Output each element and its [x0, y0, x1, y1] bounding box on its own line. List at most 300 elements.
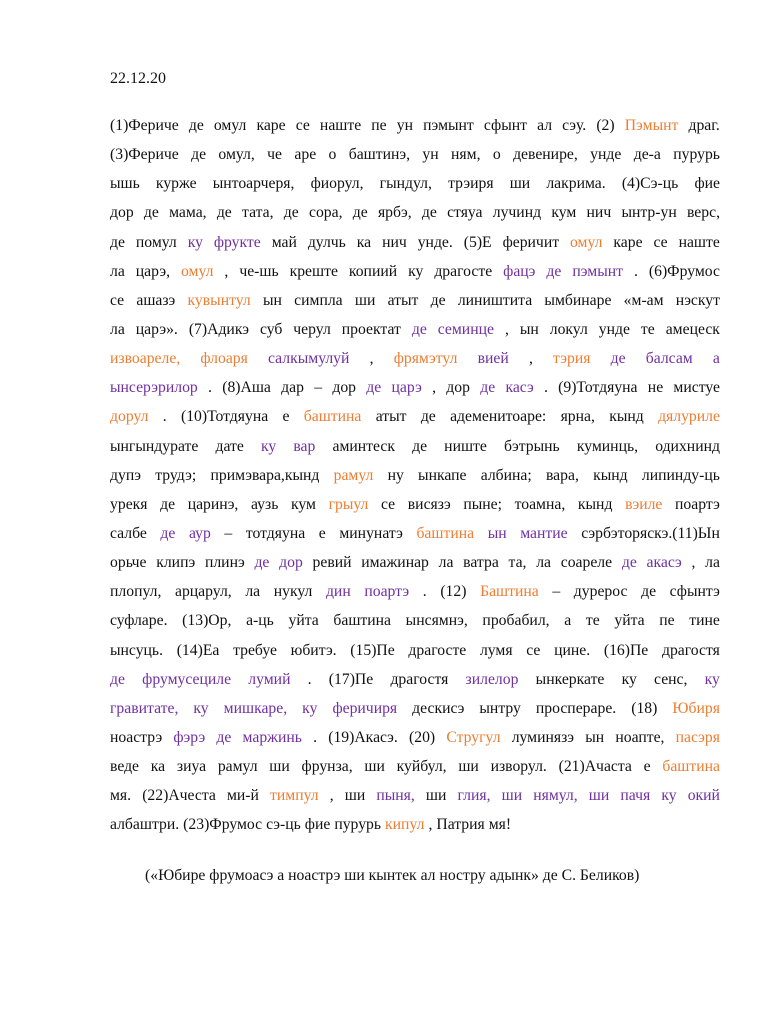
text-run: Патрия	[436, 816, 485, 834]
text-run: каре	[613, 233, 643, 251]
text-run: тоамна,	[514, 495, 566, 513]
essay-line	[110, 786, 720, 815]
text-run: ымбинаре	[544, 291, 612, 309]
highlight-purple: фэрэ	[173, 728, 206, 746]
essay-line	[110, 116, 720, 145]
text-run: тине	[689, 612, 720, 630]
text-run: висязэ	[407, 495, 451, 513]
highlight-purple: ку	[193, 699, 209, 717]
essay-line	[110, 815, 720, 844]
text-run: поартэ	[675, 495, 720, 513]
essay-line	[110, 553, 720, 582]
text-run: ши	[509, 175, 531, 193]
text-run: нэскут	[675, 291, 720, 309]
highlight-orange: вэиле	[625, 495, 663, 513]
essay-line	[110, 378, 720, 407]
highlight-purple: ынсерэрилор	[110, 379, 198, 397]
text-run: .	[208, 379, 212, 397]
text-run: феричит	[502, 233, 560, 251]
text-run: ка	[150, 758, 166, 776]
text-run: драг.	[688, 117, 720, 134]
highlight-purple: зилелор	[465, 670, 519, 688]
highlight-orange: кувынтул	[187, 291, 251, 309]
text-run: о	[492, 146, 501, 164]
text-run: де	[191, 146, 207, 164]
text-run: дурерос	[573, 583, 628, 601]
highlight-orange: грыул	[328, 495, 369, 513]
text-run: омул	[213, 117, 247, 134]
text-run: драгосте	[434, 262, 493, 280]
highlight-purple: де	[216, 728, 232, 746]
text-run: сенс,	[654, 670, 688, 688]
text-run: царэ».	[135, 320, 178, 338]
text-run: пэмынт	[423, 117, 474, 134]
highlight-purple: ку	[260, 437, 277, 455]
highlight-orange: рамул	[333, 466, 374, 484]
text-run: ши	[344, 787, 366, 805]
highlight-purple: ши	[501, 787, 523, 805]
text-run: ынсямнэ,	[405, 612, 468, 630]
text-run: ярбэ,	[377, 204, 412, 222]
text-run: ын	[262, 291, 282, 309]
text-run: веде	[110, 758, 140, 776]
highlight-purple: а	[712, 350, 720, 368]
text-run: де	[352, 204, 368, 222]
text-run: соареле	[560, 554, 613, 572]
text-run: се	[295, 117, 310, 134]
essay-line	[110, 262, 720, 291]
text-run: бэтрынь	[504, 437, 560, 455]
text-run: девенире,	[513, 146, 578, 164]
text-run: плинэ	[204, 554, 245, 572]
text-run: кум	[290, 495, 316, 513]
text-run: (23)Фрумос	[183, 816, 263, 834]
text-run: ла	[245, 583, 261, 601]
text-run: .	[313, 728, 318, 746]
text-run: атыт	[387, 291, 419, 309]
text-run: баштина	[333, 612, 392, 630]
text-run: куминць,	[576, 437, 639, 455]
essay-line	[110, 174, 720, 203]
text-run: стяуа	[447, 204, 483, 222]
text-run: (20)	[409, 728, 436, 746]
highlight-purple: де	[480, 379, 496, 397]
text-run: ынсуць.	[110, 641, 164, 659]
highlight-purple: дор	[279, 554, 303, 572]
text-run: де	[160, 495, 176, 513]
essay-line	[110, 670, 720, 699]
text-run: (12)	[440, 583, 467, 601]
text-run: де	[430, 291, 446, 309]
highlight-orange: Пэмынт	[624, 117, 679, 134]
highlight-purple: пэмынт	[572, 262, 624, 280]
text-run: ши	[425, 787, 447, 805]
essay-line	[110, 407, 720, 436]
epigraph-quote: («Юбире фрумоасэ а ноастрэ ши кынтек ал ностру адынк» де С. Беликов)	[145, 867, 640, 884]
text-run: уйта	[288, 612, 319, 630]
text-run: нукул	[273, 583, 313, 601]
text-run: –	[552, 583, 561, 601]
text-run: албаштри.	[110, 816, 180, 834]
text-run: унде	[598, 320, 630, 338]
highlight-purple: де	[254, 554, 270, 572]
text-run: ,	[428, 816, 433, 834]
text-run: ,	[691, 554, 696, 572]
text-run: (15)Пе	[350, 641, 395, 659]
text-run: .	[307, 670, 312, 688]
text-run: ын	[519, 320, 539, 338]
essay-line	[110, 495, 720, 524]
essay-line	[110, 524, 720, 553]
text-run: имажинар	[361, 554, 429, 572]
text-run: кум	[551, 204, 577, 222]
text-run: аре	[294, 146, 317, 164]
text-run: фрунза,	[301, 758, 353, 776]
text-run: ревий	[312, 554, 352, 572]
essay-line	[110, 757, 720, 786]
text-run: та,	[508, 554, 527, 572]
text-run: ши	[364, 758, 385, 776]
text-run: албина;	[480, 466, 532, 484]
text-run: дескисэ	[412, 699, 465, 717]
highlight-purple: мантие	[520, 524, 568, 542]
highlight-purple: фацэ	[503, 262, 536, 280]
text-run: цине.	[554, 641, 591, 659]
text-run: нич	[586, 204, 612, 222]
text-run: мя.	[110, 787, 132, 805]
text-run: де	[283, 204, 299, 222]
text-run: ла	[110, 320, 125, 338]
highlight-purple: ши	[588, 787, 610, 805]
text-run: кынд	[577, 495, 613, 513]
text-run: лучинд	[492, 204, 542, 222]
text-run: сфынтэ	[669, 583, 720, 601]
highlight-purple: ку	[302, 699, 318, 717]
text-run: копиий	[348, 262, 398, 280]
essay-line	[110, 466, 720, 495]
text-run: те	[585, 612, 600, 630]
highlight-orange: дялуриле	[658, 408, 720, 426]
text-run: се	[110, 291, 125, 309]
text-run: ун	[422, 146, 439, 164]
text-run: царэ,	[135, 262, 171, 280]
highlight-orange: омул	[570, 233, 603, 251]
highlight-purple: акасэ	[646, 554, 682, 572]
text-run: примэвара,кынд	[210, 466, 320, 484]
text-run: а	[564, 612, 572, 630]
text-run: пурурь	[334, 816, 382, 834]
highlight-purple: де	[110, 670, 125, 688]
text-run: сэу.	[562, 117, 587, 134]
text-run: о	[328, 146, 337, 164]
text-run: ынгындурате	[110, 437, 199, 455]
highlight-orange: тимпул	[270, 787, 319, 805]
highlight-purple: мишкаре,	[223, 699, 288, 717]
text-run: пурурь	[673, 146, 720, 164]
text-run: куйбул,	[396, 758, 447, 776]
text-run: одихнинд	[655, 437, 720, 455]
text-run: (5)Е	[463, 233, 492, 251]
highlight-purple: салкымулуй	[268, 350, 350, 368]
highlight-orange: кипул	[385, 816, 425, 834]
text-run: де	[412, 437, 428, 455]
text-run: ку	[621, 670, 637, 688]
text-run: помул	[135, 233, 177, 251]
text-run: (17)Пе	[328, 670, 374, 688]
text-run: минунатэ	[339, 524, 403, 542]
text-run: вара,	[545, 466, 579, 484]
text-run: фие	[304, 816, 331, 834]
text-run: (19)Акасэ.	[328, 728, 398, 746]
highlight-purple: окий	[687, 787, 720, 805]
text-run: ,	[528, 350, 533, 368]
text-run: (9)Тотдяуна	[558, 379, 638, 397]
text-run: дор	[110, 204, 134, 222]
text-run: «м-ам	[623, 291, 664, 309]
highlight-purple: глия,	[457, 787, 491, 805]
highlight-purple: де	[621, 554, 637, 572]
text-run: зиуа	[176, 758, 207, 776]
text-run: наште	[678, 233, 720, 251]
text-run: проспераре.	[535, 699, 617, 717]
text-run: ши	[354, 291, 376, 309]
text-run: ынтр-ун	[621, 204, 677, 222]
text-run: е	[318, 524, 326, 542]
text-run: сэрбэторяскэ.(11)Ын	[581, 524, 720, 542]
text-run: (10)Тотдяуна	[180, 408, 269, 426]
text-run: тата,	[242, 204, 274, 222]
highlight-orange: тэрия	[553, 350, 591, 368]
text-run: локул	[549, 320, 588, 338]
text-run: ноастрэ	[110, 728, 163, 746]
highlight-purple: дин	[325, 583, 351, 601]
highlight-orange: Стругул	[446, 728, 501, 746]
text-run: е	[643, 758, 651, 776]
text-run: ун	[396, 117, 413, 134]
text-run: царинэ,	[187, 495, 239, 513]
text-run: ла	[438, 554, 454, 572]
text-run: ми-й	[226, 787, 259, 805]
highlight-purple: маржинь	[242, 728, 302, 746]
text-run: юбитэ.	[290, 641, 337, 659]
text-run: а-ць	[246, 612, 274, 630]
highlight-purple: де	[610, 350, 626, 368]
text-run: унде.	[417, 233, 453, 251]
highlight-purple: аур	[188, 524, 211, 542]
essay-line	[110, 437, 720, 466]
text-run: .	[634, 262, 638, 280]
text-run: драгостя	[390, 670, 449, 688]
text-run: изворул.	[490, 758, 547, 776]
essay-line	[110, 699, 720, 728]
highlight-purple: вар	[293, 437, 316, 455]
text-run: (16)Пе	[603, 641, 649, 659]
text-run: де	[143, 204, 159, 222]
text-run: ши	[269, 758, 290, 776]
text-run: кынд	[609, 408, 644, 426]
text-run: ,	[432, 379, 437, 397]
text-run: ал	[537, 117, 553, 134]
text-run: пыне;	[463, 495, 502, 513]
text-run: лумя	[479, 641, 513, 659]
text-run: де	[188, 117, 204, 134]
text-run: ну	[387, 466, 404, 484]
text-run: де	[421, 204, 437, 222]
text-run: унде	[590, 146, 622, 164]
text-run: трэиря	[448, 175, 494, 193]
text-run: (1)Фериче	[110, 117, 179, 134]
text-run: дор	[332, 379, 357, 397]
text-run: ла	[536, 554, 551, 572]
text-run: плопул,	[110, 583, 162, 601]
text-run: суфларе.	[110, 612, 168, 630]
highlight-orange: извоареле,	[110, 350, 181, 368]
text-run: фие	[694, 175, 720, 193]
text-run: пе	[659, 612, 675, 630]
highlight-purple: касэ	[505, 379, 534, 397]
text-run: курже	[155, 175, 197, 193]
highlight-orange: флоаря	[200, 350, 248, 368]
text-run: креште	[289, 262, 338, 280]
highlight-purple: ку	[661, 787, 677, 805]
text-run: (4)Сэ-ць	[621, 175, 679, 193]
essay-line	[110, 349, 720, 378]
text-run: мама,	[169, 204, 207, 222]
text-run: драгостя	[661, 641, 720, 659]
highlight-purple: поартэ	[364, 583, 410, 601]
highlight-purple: лумий	[248, 670, 291, 688]
text-run: (18)	[631, 699, 658, 717]
essay-line	[110, 203, 720, 232]
text-run: де	[216, 204, 232, 222]
text-run: (6)Фрумос	[648, 262, 720, 280]
text-run: май	[271, 233, 297, 251]
text-run: адеменитоаре:	[450, 408, 547, 426]
text-run: аминтеск	[332, 437, 395, 455]
text-run: ,	[369, 350, 374, 368]
text-run: ши	[458, 758, 479, 776]
highlight-orange: омул	[180, 262, 214, 280]
text-run: ынкапе	[418, 466, 467, 484]
text-run: мистуе	[673, 379, 720, 397]
highlight-orange: пасэря	[675, 728, 720, 746]
text-run: ын	[585, 728, 605, 746]
text-run: тотдяуна	[245, 524, 306, 542]
text-run: черул	[293, 320, 331, 338]
text-run: де	[641, 583, 657, 601]
text-run: липинду-ць	[641, 466, 720, 484]
text-run: ынтоарчеря,	[212, 175, 295, 193]
text-run: ярна,	[560, 408, 595, 426]
text-run: ка	[356, 233, 372, 251]
essay-paragraph	[110, 116, 720, 845]
text-run: верс,	[686, 204, 720, 222]
highlight-purple: де	[546, 262, 562, 280]
text-run: (13)Ор,	[182, 612, 232, 630]
text-run: проектат	[341, 320, 401, 338]
text-run: аузь	[250, 495, 279, 513]
text-run: трудэ;	[155, 466, 197, 484]
essay-line	[110, 320, 720, 349]
highlight-purple: царэ	[391, 379, 422, 397]
text-run: ку	[408, 262, 424, 280]
text-run: де-а	[633, 146, 661, 164]
text-run: се	[653, 233, 668, 251]
text-run: (21)Ачаста	[558, 758, 632, 776]
highlight-purple: де	[411, 320, 427, 338]
text-run: уйта	[614, 612, 645, 630]
text-run: –	[314, 379, 323, 397]
text-run: каре	[256, 117, 286, 134]
essay-line	[110, 233, 720, 262]
text-run: рамул	[217, 758, 258, 776]
highlight-purple: де	[160, 524, 176, 542]
text-run: пробабил,	[482, 612, 550, 630]
text-run: сора,	[308, 204, 343, 222]
highlight-purple: фрукте	[213, 233, 261, 251]
essay-line	[110, 611, 720, 640]
highlight-purple: ку	[187, 233, 203, 251]
highlight-purple: пачя	[620, 787, 651, 805]
document-date: 22.12.20	[110, 70, 166, 87]
highlight-orange: Баштина	[480, 583, 539, 601]
highlight-purple: ын	[487, 524, 507, 542]
text-run: салбе	[110, 524, 147, 542]
text-run: амецеск	[665, 320, 720, 338]
text-run: луминязэ	[511, 728, 575, 746]
text-run: гындул,	[379, 175, 432, 193]
text-run: дулчь	[307, 233, 346, 251]
text-run: нич	[382, 233, 407, 251]
essay-line	[110, 728, 720, 757]
text-run: те	[640, 320, 655, 338]
text-run: ла	[110, 262, 125, 280]
text-run: .	[422, 583, 427, 601]
text-run: ватра	[463, 554, 499, 572]
text-run: .	[543, 379, 548, 397]
text-run: (7)Адикэ	[188, 320, 249, 338]
text-run: де	[110, 233, 125, 251]
highlight-purple: гравитате,	[110, 699, 179, 717]
text-run: баштинэ,	[348, 146, 411, 164]
essay-line	[110, 641, 720, 670]
text-run: требуе	[233, 641, 277, 659]
highlight-purple: семинце	[437, 320, 494, 338]
text-run: ынкеркате	[535, 670, 605, 688]
text-run: пе	[371, 117, 387, 134]
text-run: атыт	[375, 408, 407, 426]
highlight-orange: баштина	[303, 408, 362, 426]
text-run: (2)	[596, 117, 615, 134]
text-run: ашазэ	[136, 291, 176, 309]
essay-line	[110, 145, 720, 174]
text-run: ням,	[451, 146, 481, 164]
highlight-orange: Юбиря	[672, 699, 720, 717]
highlight-purple: балсам	[645, 350, 693, 368]
text-run: симпла	[294, 291, 343, 309]
text-run: де	[420, 408, 436, 426]
text-run: (3)Фериче	[110, 146, 179, 164]
highlight-orange: баштина	[416, 524, 475, 542]
highlight-orange: дорул	[110, 408, 149, 426]
essay-line	[110, 582, 720, 611]
text-run: дупэ	[110, 466, 141, 484]
highlight-purple: де	[366, 379, 382, 397]
essay-line	[110, 291, 720, 320]
text-run: ынтру	[479, 699, 521, 717]
text-run: ,	[224, 262, 229, 280]
text-run: (8)Аша	[222, 379, 271, 397]
